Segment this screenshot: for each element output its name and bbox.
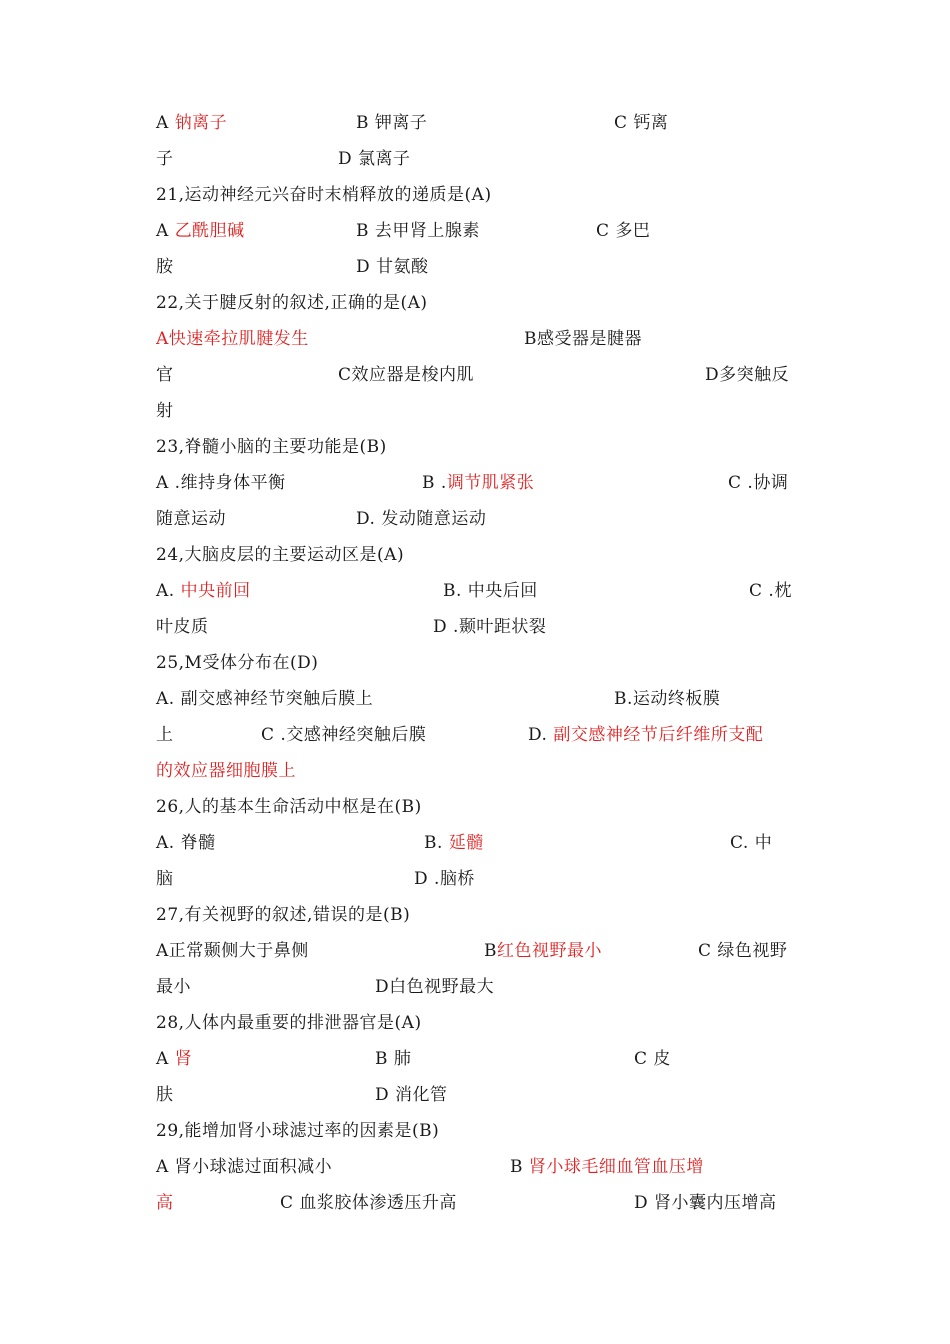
text-segment: [156, 941, 309, 961]
text-segment: [156, 509, 226, 529]
text-line: [0, 689, 950, 725]
text-line: [0, 833, 950, 869]
text-run: B: [484, 941, 497, 961]
text-run: D. 发动随意运动: [356, 509, 487, 529]
text-segment: [280, 1193, 457, 1213]
text-line: [0, 977, 950, 1013]
text-run: D.: [528, 725, 554, 745]
text-line: [0, 257, 950, 293]
text-segment: [156, 797, 422, 817]
answer-highlight: 肾: [174, 1049, 193, 1069]
answer-highlight: 高: [156, 1193, 174, 1213]
text-segment: [634, 1049, 671, 1069]
text-run: D .脑桥: [414, 869, 475, 889]
text-run: 脑: [156, 869, 174, 889]
text-line: [0, 221, 950, 257]
answer-highlight: 乙酰胆碱: [174, 221, 245, 241]
text-run: B .: [422, 473, 447, 493]
text-run: 随意运动: [156, 509, 226, 529]
text-line: [0, 869, 950, 905]
text-run: B. 中央后回: [443, 581, 538, 601]
text-run: A: [156, 1049, 175, 1069]
text-segment: [156, 329, 309, 349]
text-run: D多突触反: [705, 365, 790, 385]
text-line: [0, 1049, 950, 1085]
text-line: [0, 509, 950, 545]
answer-highlight: A快速牵拉肌腱发生: [156, 329, 309, 349]
text-run: C. 中: [730, 833, 773, 853]
text-segment: [730, 833, 772, 853]
text-line: [0, 293, 950, 329]
text-segment: [375, 1049, 411, 1069]
text-segment: [338, 365, 474, 385]
answer-highlight: 中央前回: [180, 581, 251, 601]
text-line: [0, 1085, 950, 1121]
text-segment: [510, 1157, 704, 1177]
text-line: [0, 1121, 950, 1157]
text-run: A: [156, 113, 175, 133]
text-run: C 多巴: [596, 221, 651, 241]
text-run: B 去甲肾上腺素: [356, 221, 480, 241]
text-segment: [634, 1193, 777, 1213]
text-run: 25,M受体分布在(D): [156, 653, 319, 673]
text-run: C .协调: [728, 473, 789, 493]
text-segment: [156, 1013, 422, 1033]
text-run: 官: [156, 365, 174, 385]
text-segment: [156, 185, 492, 205]
text-segment: [156, 761, 296, 781]
text-segment: [356, 221, 480, 241]
text-line: [0, 941, 950, 977]
text-run: 26,人的基本生命活动中枢是在(B): [156, 797, 422, 817]
text-run: A. 副交感神经节突触后膜上: [156, 689, 374, 709]
text-line: [0, 905, 950, 941]
text-segment: [356, 257, 429, 277]
text-line: [0, 761, 950, 797]
text-run: D 消化管: [375, 1085, 448, 1105]
text-line: [0, 1157, 950, 1193]
text-segment: [614, 113, 668, 133]
text-run: D 氯离子: [338, 149, 411, 169]
text-segment: [698, 941, 787, 961]
text-segment: [614, 689, 720, 709]
text-run: B.运动终板膜: [614, 689, 721, 709]
text-segment: [728, 473, 788, 493]
text-run: C效应器是梭内肌: [338, 365, 475, 385]
text-segment: [156, 545, 404, 565]
text-segment: [443, 581, 538, 601]
text-line: [0, 113, 950, 149]
answer-highlight: 的效应器细胞膜上: [156, 761, 296, 781]
text-segment: [156, 1049, 192, 1069]
text-run: 叶皮质: [156, 617, 209, 637]
text-segment: [156, 689, 373, 709]
answer-highlight: 延髓: [448, 833, 484, 853]
text-run: C 钙离: [614, 113, 669, 133]
text-run: C 绿色视野: [698, 941, 788, 961]
text-run: D 肾小囊内压增高: [634, 1193, 777, 1213]
text-segment: [156, 905, 410, 925]
text-segment: [156, 581, 251, 601]
text-segment: [156, 1193, 174, 1213]
text-run: B.: [424, 833, 449, 853]
text-run: D .颞叶距状裂: [433, 617, 547, 637]
text-run: B 钾离子: [356, 113, 428, 133]
text-segment: [156, 365, 174, 385]
answer-highlight: 调节肌紧张: [446, 473, 535, 493]
text-segment: [156, 977, 191, 997]
text-segment: [156, 437, 387, 457]
text-run: C 血浆胶体渗透压升高: [280, 1193, 457, 1213]
text-segment: [156, 869, 174, 889]
text-run: A .维持身体平衡: [156, 473, 286, 493]
text-run: A.: [156, 581, 181, 601]
text-run: 27,有关视野的叙述,错误的是(B): [156, 905, 411, 925]
text-segment: [156, 653, 318, 673]
text-segment: [338, 149, 411, 169]
text-line: [0, 329, 950, 365]
text-line: [0, 401, 950, 437]
text-segment: [156, 1121, 439, 1141]
text-line: [0, 797, 950, 833]
text-run: 上: [156, 725, 174, 745]
text-run: 子: [156, 149, 174, 169]
text-segment: [375, 977, 494, 997]
text-segment: [156, 473, 286, 493]
text-run: B: [510, 1157, 529, 1177]
text-segment: [528, 725, 763, 745]
text-segment: [156, 149, 174, 169]
text-run: B 肺: [375, 1049, 412, 1069]
text-line: [0, 653, 950, 689]
text-line: [0, 149, 950, 185]
text-segment: [705, 365, 789, 385]
text-line: [0, 617, 950, 653]
text-run: D白色视野最大: [375, 977, 495, 997]
text-segment: [156, 1157, 332, 1177]
text-run: C .交感神经突触后膜: [261, 725, 427, 745]
text-segment: [484, 941, 602, 961]
text-run: A: [156, 221, 175, 241]
text-segment: [156, 293, 427, 313]
text-run: D 甘氨酸: [356, 257, 429, 277]
text-run: A 肾小球滤过面积减小: [156, 1157, 333, 1177]
text-segment: [749, 581, 792, 601]
text-segment: [422, 473, 534, 493]
text-run: C 皮: [634, 1049, 671, 1069]
text-segment: [156, 221, 245, 241]
text-run: B感受器是腱器: [524, 329, 642, 349]
text-segment: [424, 833, 484, 853]
text-segment: [156, 257, 174, 277]
text-segment: [156, 113, 227, 133]
text-segment: [375, 1085, 448, 1105]
text-run: 射: [156, 401, 174, 421]
text-run: C .枕: [749, 581, 792, 601]
text-segment: [356, 509, 486, 529]
text-segment: [524, 329, 642, 349]
text-run: 21,运动神经元兴奋时末梢释放的递质是(A): [156, 185, 492, 205]
text-line: [0, 437, 950, 473]
text-run: A. 脊髓: [156, 833, 216, 853]
text-run: 22,关于腱反射的叙述,正确的是(A): [156, 293, 428, 313]
text-run: 最小: [156, 977, 191, 997]
text-segment: [156, 1085, 174, 1105]
answer-highlight: 肾小球毛细血管血压增: [528, 1157, 704, 1177]
text-run: 24,大脑皮层的主要运动区是(A): [156, 545, 405, 565]
text-line: [0, 473, 950, 509]
text-line: [0, 1013, 950, 1049]
text-segment: [156, 725, 174, 745]
text-line: [0, 581, 950, 617]
text-line: [0, 365, 950, 401]
text-segment: [156, 617, 209, 637]
text-run: A正常颞侧大于鼻侧: [156, 941, 309, 961]
text-segment: [261, 725, 426, 745]
answer-highlight: 红色视野最小: [497, 941, 602, 961]
text-line: [0, 545, 950, 581]
answer-highlight: 钠离子: [174, 113, 228, 133]
text-segment: [156, 401, 174, 421]
text-run: 29,能增加肾小球滤过率的因素是(B): [156, 1121, 440, 1141]
text-segment: [596, 221, 650, 241]
text-line: [0, 1193, 950, 1229]
text-run: 28,人体内最重要的排泄器官是(A): [156, 1013, 422, 1033]
text-run: 胺: [156, 257, 174, 277]
text-segment: [433, 617, 546, 637]
text-line: [0, 185, 950, 221]
text-segment: [414, 869, 475, 889]
text-line: [0, 725, 950, 761]
text-run: 肤: [156, 1085, 174, 1105]
text-segment: [356, 113, 427, 133]
text-run: 23,脊髓小脑的主要功能是(B): [156, 437, 387, 457]
answer-highlight: 副交感神经节后纤维所支配: [553, 725, 764, 745]
text-segment: [156, 833, 216, 853]
